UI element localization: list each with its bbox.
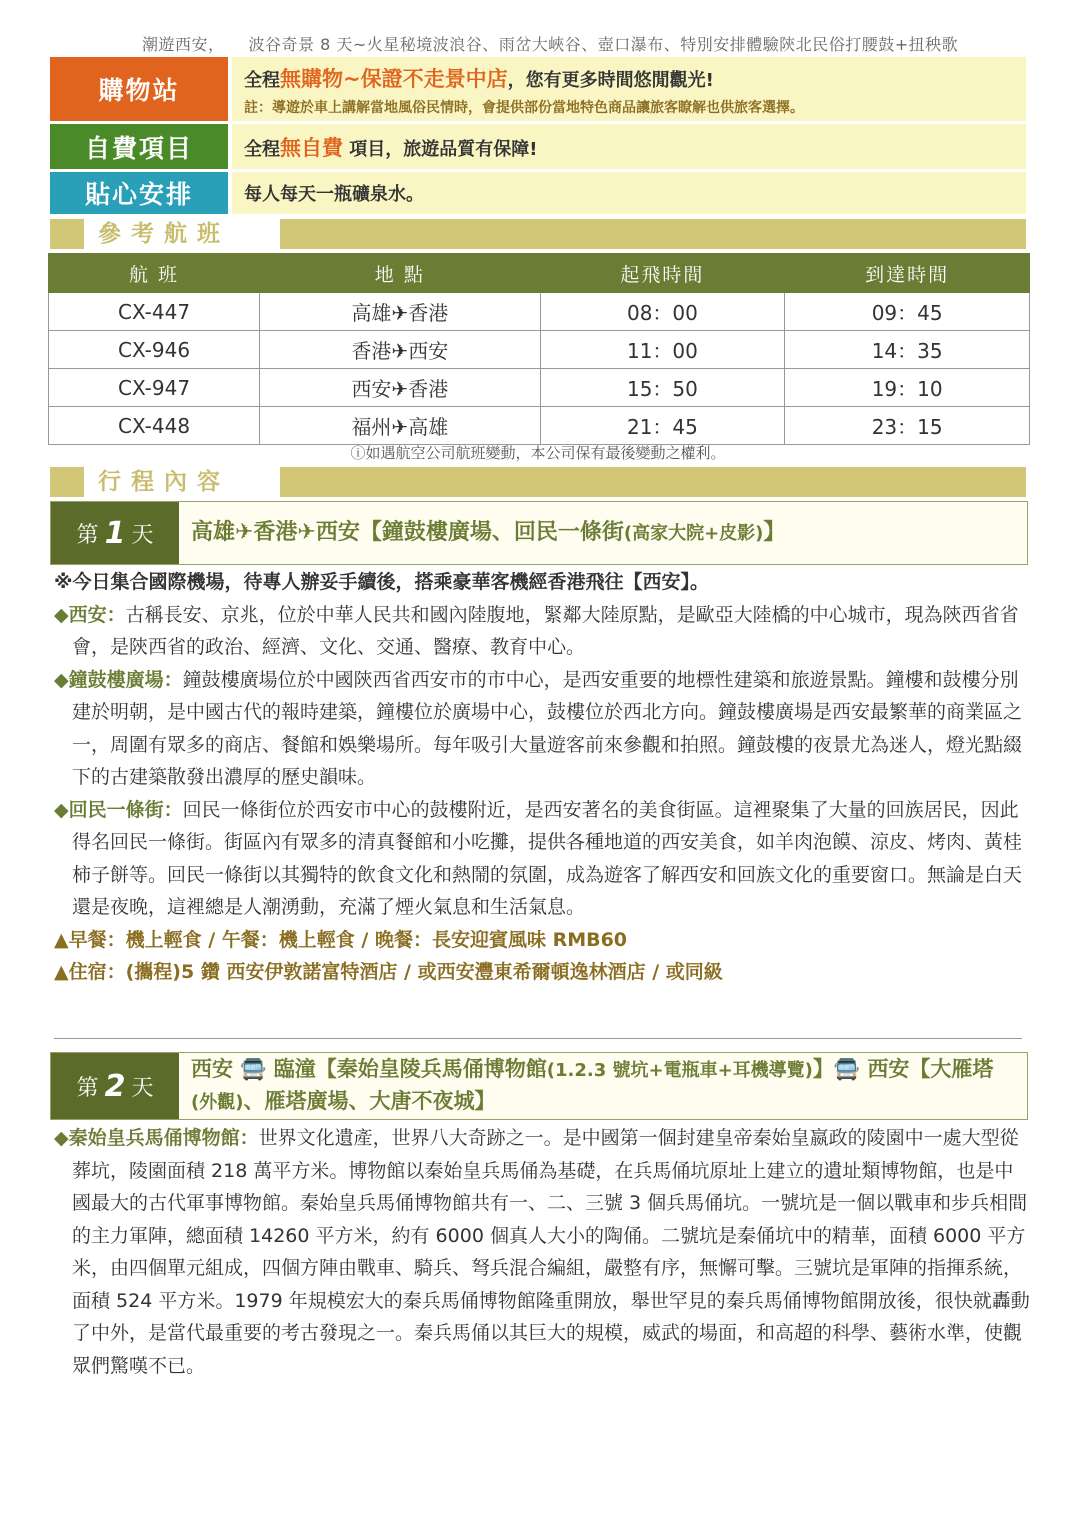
section-square-icon xyxy=(50,467,80,497)
bus-icon: 🚍 xyxy=(833,1057,861,1081)
divider xyxy=(54,1038,1022,1039)
table-row: CX-448 福州✈高雄 21：45 23：15 xyxy=(49,407,1030,445)
day2-header xyxy=(50,1052,1028,1120)
header-right: 波谷奇景 8 天~火星秘境波浪谷、雨岔大峽谷、壺口瀑布、特別安排體驗陝北民俗打腰鼓+扭秧歌 xyxy=(248,35,959,54)
optional-row xyxy=(50,124,1026,169)
list-item: ◆鐘鼓樓廣場：鐘鼓樓廣場位於中國陝西省西安市的市中心，是西安重要的地標性建築和旅遊景點。鐘樓和鼓樓分別建於明朝，是中國古代的報時建築，鐘樓位於廣場中心，鼓樓位於西北方向。鐘鼓樓廣場是西安最繁華的商業區之一，周圍有眾多的商店、餐館和娛樂場所。每年吸引大量遊客前來參觀和拍照。鐘鼓樓的夜景尤為迷人，燈光點綴下的古建築散發出濃厚的歷史韻味。 xyxy=(54,668,1023,788)
day1-meals: ▲早餐：機上輕食 / 午餐：機上輕食 / 晚餐：長安迎賓風味 RMB60 xyxy=(54,928,628,951)
bus-icon: 🚍 xyxy=(240,1057,267,1081)
shopping-content xyxy=(232,57,1026,121)
day1-title: 高雄✈香港✈西安【鐘鼓樓廣場、回民一條街(高家大院+皮影)】 xyxy=(191,519,786,545)
section-square-icon xyxy=(50,219,80,249)
shopping-note: 註：導遊於車上講解當地風俗民情時，會提供部份當地特色商品讓旅客瞭解也供旅客選擇。 xyxy=(244,100,804,116)
optional-label: 自費項目 xyxy=(50,124,228,169)
day2-body xyxy=(54,1122,1030,1382)
list-item: ◆秦始皇兵馬俑博物館：世界文化遺產，世界八大奇跡之一。是中國第一個封建皇帝秦始皇嬴政的陵園中一處大型從葬坑，陵園面積 218 萬平方米。博物館以秦始皇兵馬俑為基礎，在兵馬俑坑原址上建立的遺址類博物館，也是中國最大的古代軍事博物館。秦始皇兵馬俑博物館共有一、二、三號 3 個兵馬俑坑。一號坑是一個以戰車和步兵相間的主力軍陣，總面積 14260 平方米，約有 6000 個真人大小的陶俑。二號坑是秦俑坑中的精華，面積 6000 平方米，由四個單元組成，四個方陣由戰車、騎兵、弩兵混合編組，嚴整有序，無懈可擊。三號坑是軍陣的指揮系統，面積 524 平方米。1979 年規模宏大的秦兵馬俑博物館隆重開放，舉世罕見的秦兵馬俑博物館開放後，很快就轟動了中外，是當代最重要的考古發現之一。秦兵馬俑以其巨大的規模，威武的場面，和高超的科學、藝術水準，使觀眾們驚嘆不已。 xyxy=(54,1127,1030,1377)
day1-header xyxy=(50,501,1028,565)
day1-intro: ※今日集合國際機場，待專人辦妥手續後，搭乘豪華客機經香港飛往【西安】。 xyxy=(54,571,709,593)
optional-content: 全程無自費 項目，旅遊品質有保障! xyxy=(232,124,1026,169)
table-row: CX-946 香港✈西安 11：00 14：35 xyxy=(49,331,1030,369)
shopping-line: 全程無購物~保證不走景中店，您有更多時間悠閒觀光! xyxy=(244,67,714,91)
care-label: 貼心安排 xyxy=(50,172,228,214)
list-item: ◆回民一條街：回民一條街位於西安市中心的鼓樓附近，是西安著名的美食街區。這裡聚集了大量的回族居民，因此得名回民一條街。街區內有眾多的清真餐館和小吃攤，提供各種地道的西安美食，如羊肉泡饃、涼皮、烤肉、黃桂柿子餅等。回民一條街以其獨特的飲食文化和熱鬧的氛圍，成為遊客了解西安和回族文化的重要窗口。無論是白天還是夜晚，這裡總是人潮湧動，充滿了煙火氣息和生活氣息。 xyxy=(54,798,1023,918)
table-row: CX-447 高雄✈香港 08：00 09：45 xyxy=(49,293,1030,331)
care-row xyxy=(50,172,1026,214)
day2-number: 第 2 天 xyxy=(51,1053,179,1119)
shopping-row xyxy=(50,57,1026,121)
day1-body xyxy=(54,566,1030,989)
itinerary-section-title: 行程內容 xyxy=(84,467,280,497)
day1-hotel: ▲住宿：(攜程)5 鑽 西安伊敦諾富特酒店 / 或西安灃東希爾頓逸林酒店 / 或同級 xyxy=(54,961,723,983)
flights-section-title: 參考航班 xyxy=(84,219,280,249)
flights-section-bar xyxy=(50,219,1026,249)
day2-title: 西安 🚍 臨潼【秦始皇陵兵馬俑博物館(1.2.3 號坑+電瓶車+耳機導覽)】🚍 西安【大雁塔(外觀)、雁塔廣場、大唐不夜城】 xyxy=(191,1057,994,1113)
care-content: 每人每天一瓶礦泉水。 xyxy=(232,172,1026,214)
flights-note: ⓘ如遇航空公司航班變動，本公司保有最後變動之權利。 xyxy=(350,444,726,462)
table-row: CX-947 西安✈香港 15：50 19：10 xyxy=(49,369,1030,407)
page-header xyxy=(142,32,958,55)
shopping-label: 購物站 xyxy=(50,57,228,121)
flights-table xyxy=(48,253,1030,445)
itinerary-section-bar xyxy=(50,467,1026,497)
table-header-row: 航 班 地 點 起飛時間 到達時間 xyxy=(49,254,1030,293)
day1-number: 第 1 天 xyxy=(51,502,179,564)
header-left: 潮遊西安， xyxy=(142,35,225,54)
list-item: ◆西安：古稱長安、京兆，位於中華人民共和國內陸腹地，緊鄰大陸原點，是歐亞大陸橋的中心城市，現為陝西省省會，是陝西省的政治、經濟、文化、交通、醫療、教育中心。 xyxy=(54,603,1019,658)
